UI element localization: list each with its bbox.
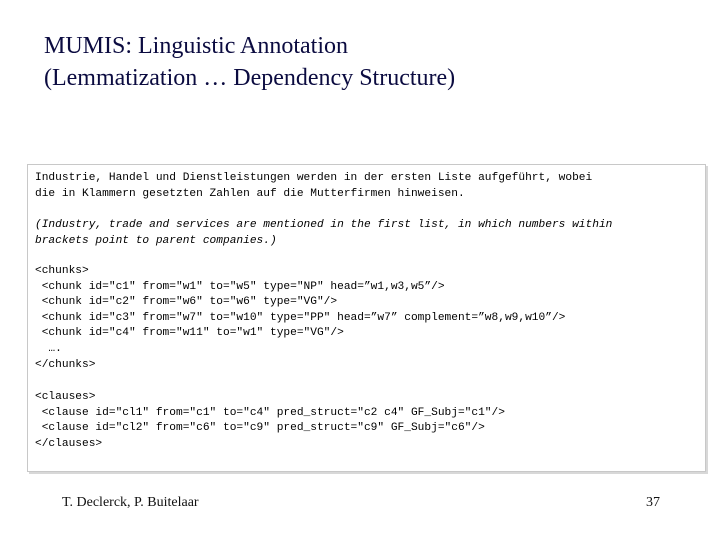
english-line-1: (Industry, trade and services are mentioned in the first list, in which numbers within	[35, 219, 613, 231]
code-line: <chunk id="c3" from="w7" to="w10" type="PP" head=”w7” complement=”w8,w9,w10”/>	[35, 311, 566, 324]
slide-title	[44, 30, 455, 94]
code-line: ….	[35, 342, 62, 355]
chunks-block	[35, 264, 565, 373]
code-line: <chunks>	[35, 265, 89, 277]
page-number: 37	[646, 495, 660, 510]
annotation-example-box	[27, 164, 706, 472]
german-line-2: die in Klammern gesetzten Zahlen auf die Mutterfirmen hinweisen.	[35, 187, 465, 200]
footer-authors: T. Declerck, P. Buitelaar	[62, 495, 199, 510]
title-line-2: (Lemmatization … Dependency Structure)	[44, 65, 456, 91]
code-line: <chunk id="c4" from="w11" to="w1" type="VG"/>	[35, 327, 344, 340]
code-line: </clauses>	[35, 437, 103, 450]
english-line-2: brackets point to parent companies.)	[35, 234, 277, 247]
german-line-1: Industrie, Handel und Dienstleistungen werden in der ersten Liste aufgeführt, wobei	[35, 172, 593, 184]
code-line: <clause id="cl2" from="c6" to="c9" pred_struct="c9" GF_Subj="c6"/>	[35, 422, 485, 435]
english-translation	[35, 218, 612, 249]
code-line: <chunk id="c1" from="w1" to="w5" type="NP" head=”w1,w3,w5”/>	[35, 280, 445, 293]
code-line: <clauses>	[35, 391, 96, 403]
title-line-1: MUMIS: Linguistic Annotation	[44, 33, 349, 59]
code-line: <chunk id="c2" from="w6" to="w6" type="VG"/>	[35, 296, 338, 309]
german-sentence	[35, 171, 592, 202]
clauses-block	[35, 390, 505, 452]
code-line: </chunks>	[35, 358, 96, 371]
code-line: <clause id="cl1" from="c1" to="c4" pred_struct="c2 c4" GF_Subj="c1"/>	[35, 406, 505, 419]
